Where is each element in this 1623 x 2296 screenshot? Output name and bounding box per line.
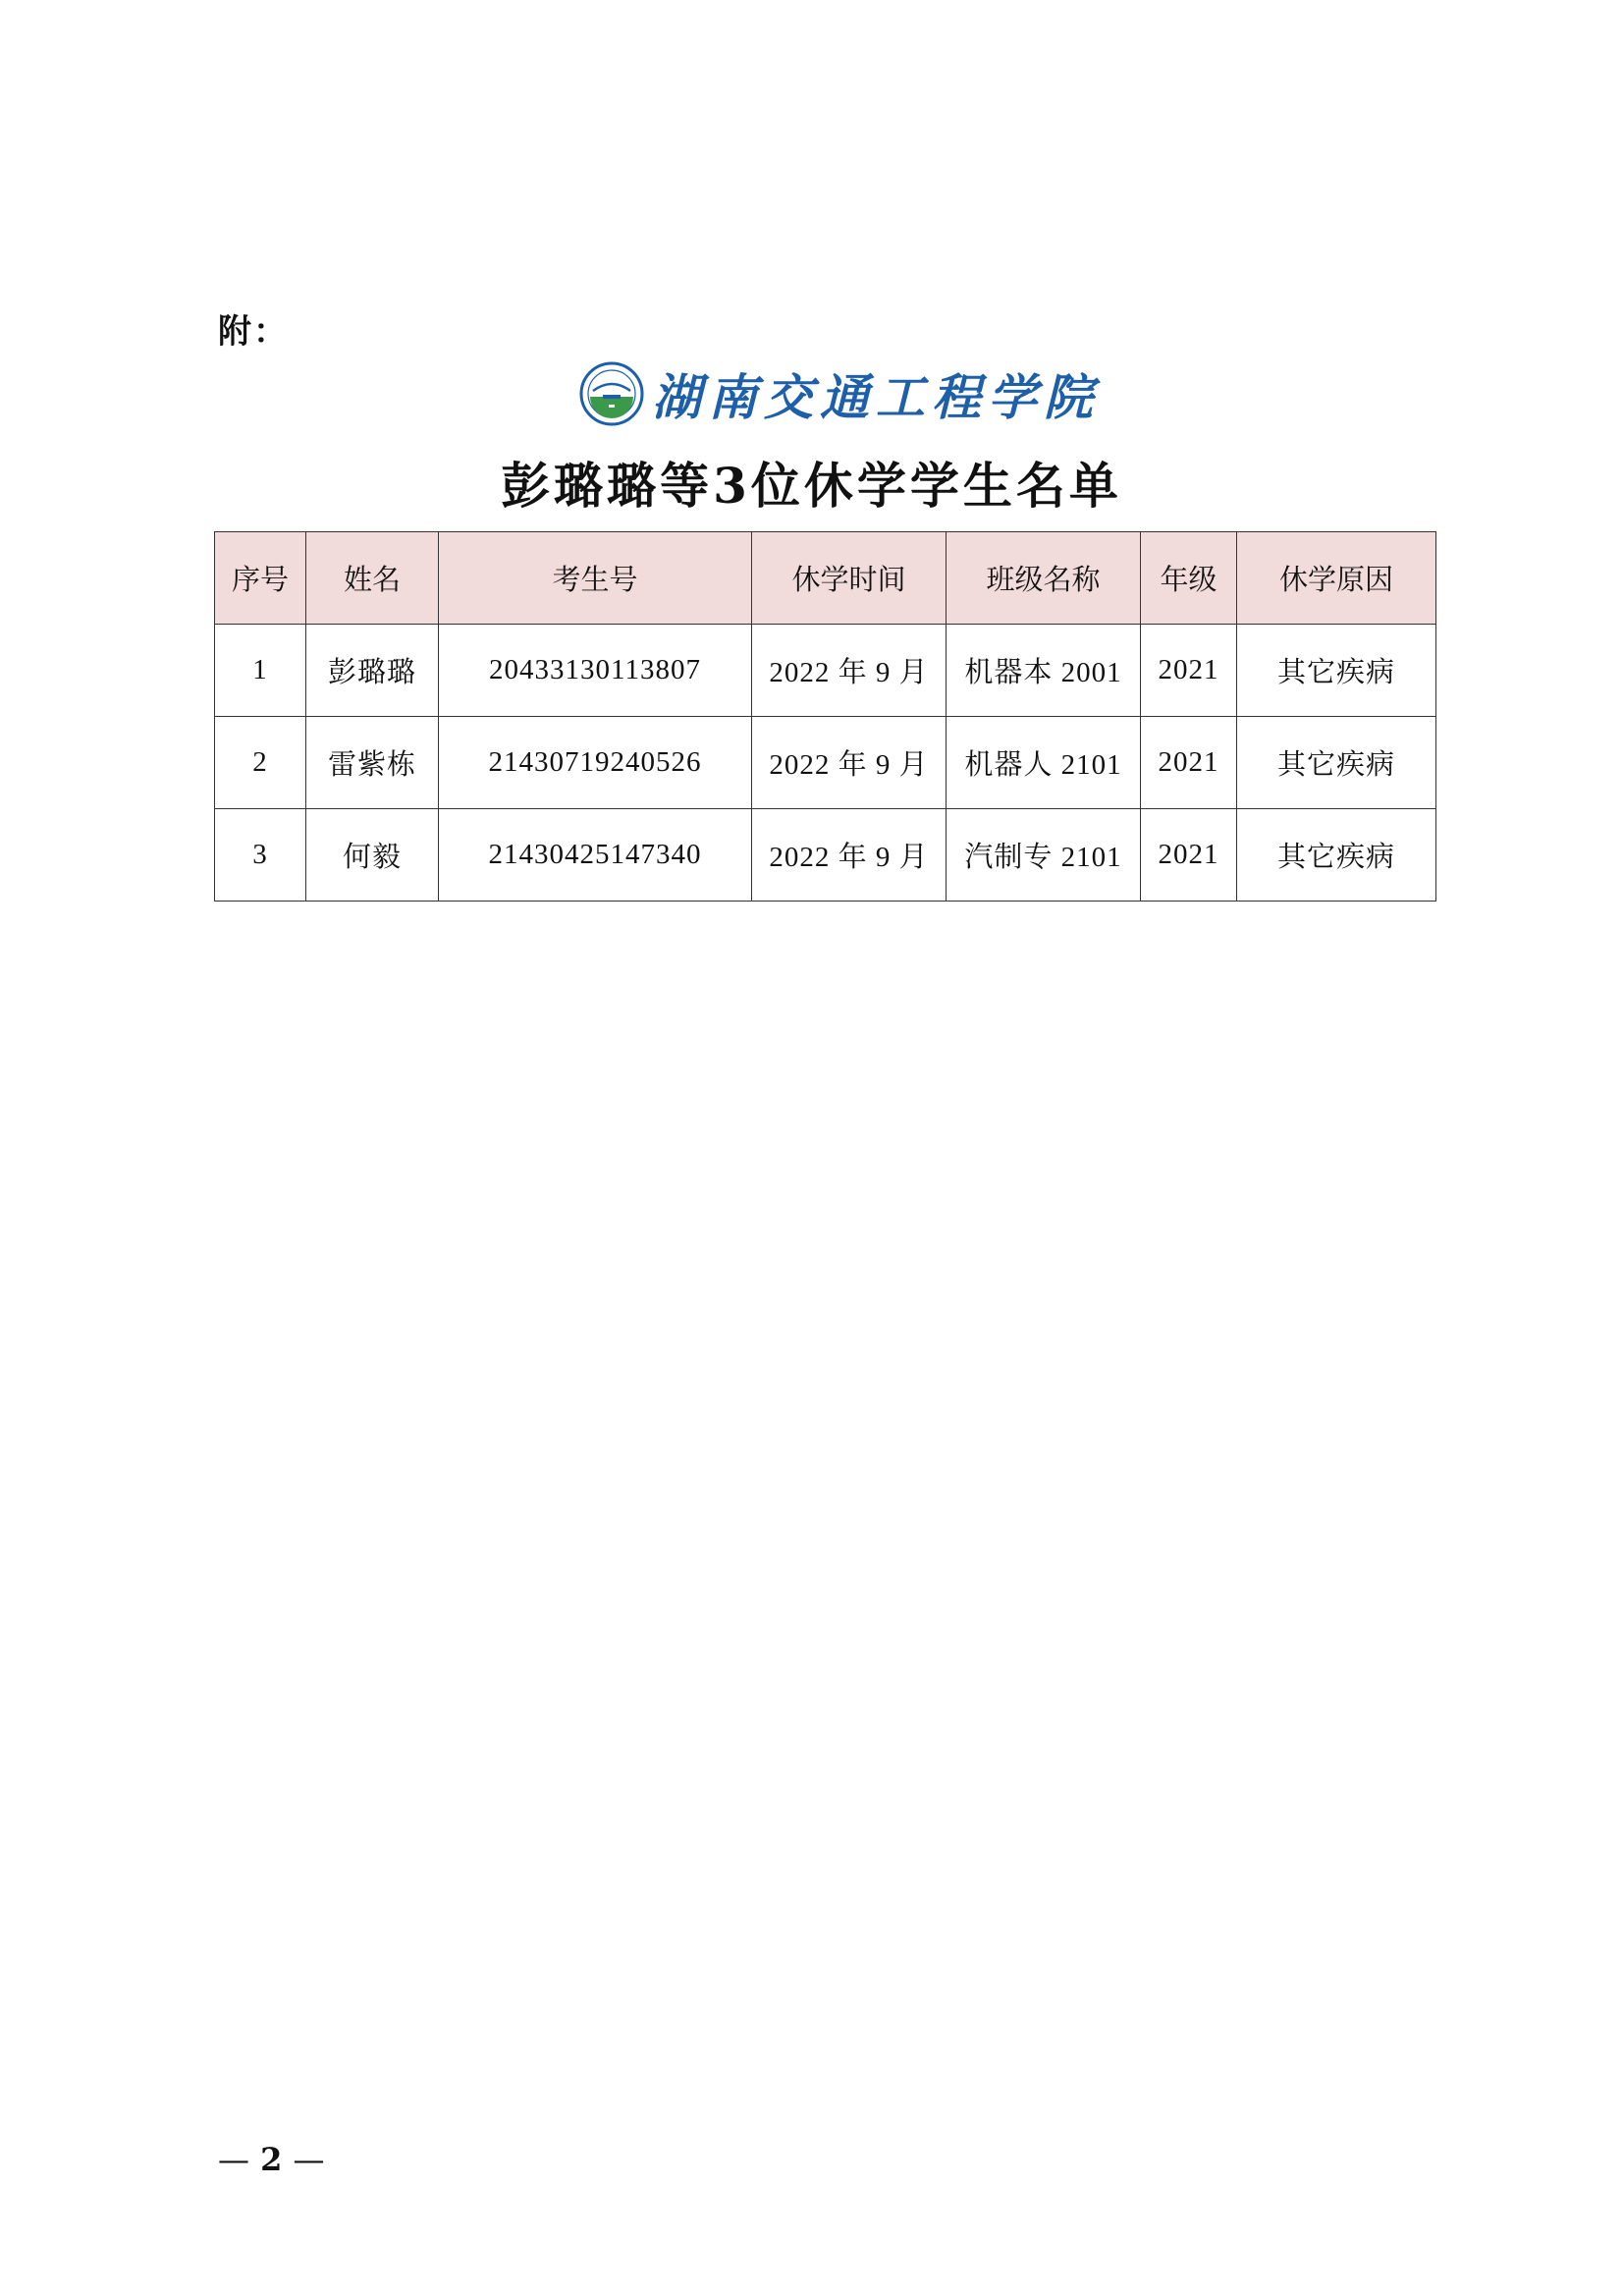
cell-name: 雷紫栋: [306, 717, 439, 809]
cell-index: 2: [215, 717, 306, 809]
page-dash-left: —: [218, 2141, 249, 2178]
cell-reason: 其它疾病: [1237, 625, 1436, 717]
cell-suspension-time: 2022 年 9 月: [752, 717, 947, 809]
table-row: [215, 809, 1436, 902]
cell-class-name: 机器本 2001: [947, 625, 1141, 717]
header-cell-grade: 年级: [1141, 532, 1237, 625]
header-cell-class-name: 班级名称: [947, 532, 1141, 625]
cell-class-name: 机器人 2101: [947, 717, 1141, 809]
header-cell-suspension-time: 休学时间: [752, 532, 947, 625]
table-row: [215, 625, 1436, 717]
page-dash-right: —: [293, 2141, 325, 2178]
institution-logo: [579, 358, 1100, 429]
page-number-value: 2: [260, 2141, 283, 2178]
table-row: [215, 717, 1436, 809]
cell-reason: 其它疾病: [1237, 809, 1436, 902]
cell-grade: 2021: [1141, 809, 1237, 902]
cell-suspension-time: 2022 年 9 月: [752, 625, 947, 717]
attachment-label: 附：: [218, 312, 289, 352]
page-number: [218, 2141, 325, 2178]
cell-exam-number: 20433130113807: [439, 625, 752, 717]
suspension-roster-table: [214, 531, 1436, 902]
header-cell-index: 序号: [215, 532, 306, 625]
document-title: 彭璐璐等3位休学学生名单: [501, 457, 1122, 515]
cell-index: 3: [215, 809, 306, 902]
cell-exam-number: 21430719240526: [439, 717, 752, 809]
cell-grade: 2021: [1141, 717, 1237, 809]
cell-exam-number: 21430425147340: [439, 809, 752, 902]
cell-index: 1: [215, 625, 306, 717]
cell-name: 彭璐璐: [306, 625, 439, 717]
institution-name: 湖南交通工程学院: [652, 369, 1100, 426]
cell-grade: 2021: [1141, 625, 1237, 717]
header-cell-name: 姓名: [306, 532, 439, 625]
cell-suspension-time: 2022 年 9 月: [752, 809, 947, 902]
cell-class-name: 汽制专 2101: [947, 809, 1141, 902]
header-cell-reason: 休学原因: [1237, 532, 1436, 625]
table-header-row: [215, 532, 1436, 625]
cell-reason: 其它疾病: [1237, 717, 1436, 809]
cell-name: 何毅: [306, 809, 439, 902]
school-emblem-icon: [579, 361, 644, 426]
header-cell-exam-number: 考生号: [439, 532, 752, 625]
